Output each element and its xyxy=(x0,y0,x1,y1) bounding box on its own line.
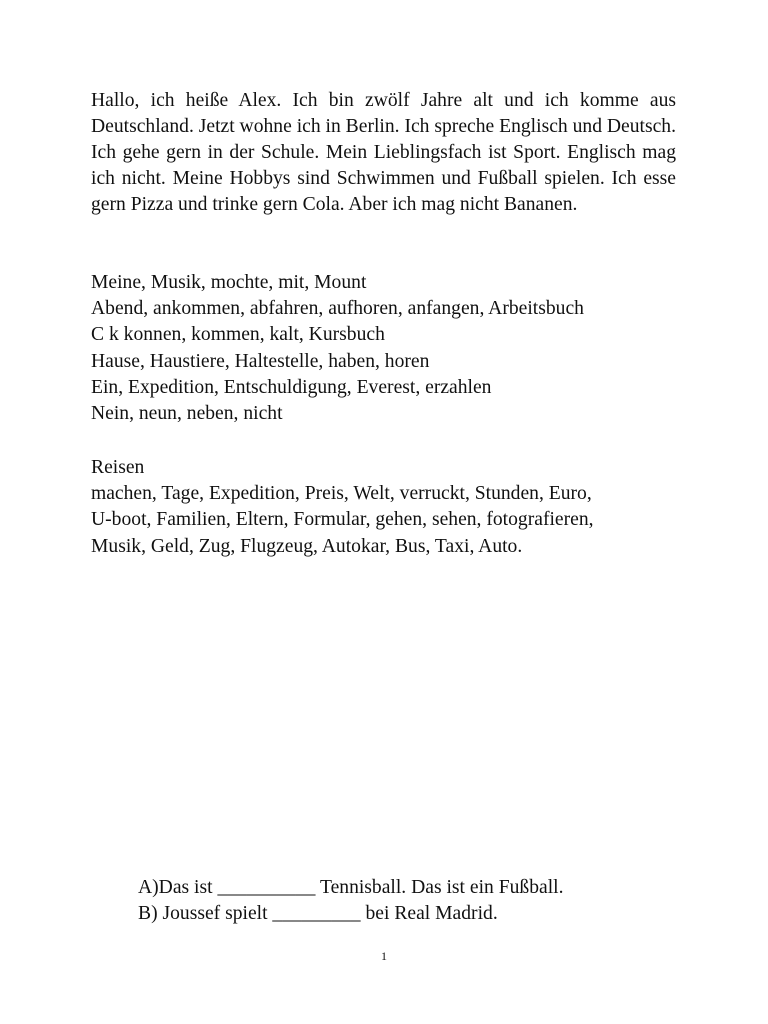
word-list-line: Hause, Haustiere, Haltestelle, haben, horen xyxy=(91,350,430,372)
exercises xyxy=(138,875,698,927)
word-list-line: Ein, Expedition, Entschuldigung, Everest, erzahlen xyxy=(91,376,492,398)
exercise-a: A)Das ist __________ Tennisball. Das ist ein Fußball. xyxy=(138,877,564,898)
reisen-heading: Reisen xyxy=(91,457,145,478)
reisen-line: Musik, Geld, Zug, Flugzeug, Autokar, Bus, Taxi, Auto. xyxy=(91,535,523,557)
reisen-line: U-boot, Familien, Eltern, Formular, gehen, sehen, fotografieren, xyxy=(91,509,594,531)
word-list-line: Abend, ankommen, abfahren, aufhoren, anfangen, Arbeitsbuch xyxy=(91,298,584,320)
intro-paragraph: Hallo, ich heiße Alex. Ich bin zwölf Jahre alt und ich komme aus Deutschland. Jetzt wohne ich in Berlin. Ich spreche Englisch und Deutsch. Ich gehe gern in der Schule. Mein Lieblingsfach ist Sport. Englisch mag ich nicht. Meine Hobbys sind Schwimmen und Fußball spielen. Ich esse gern Pizza und trinke gern Cola. Aber ich mag nicht Bananen. xyxy=(91,90,676,215)
word-lists xyxy=(91,270,691,427)
exercise-b: B) Joussef spielt _________ bei Real Madrid. xyxy=(138,903,498,924)
page-number: 1 xyxy=(381,949,387,963)
word-list-line: Nein, neun, neben, nicht xyxy=(91,403,283,425)
reisen-line: machen, Tage, Expedition, Preis, Welt, verruckt, Stunden, Euro, xyxy=(91,483,592,505)
word-list-line: C k konnen, kommen, kalt, Kursbuch xyxy=(91,324,385,346)
reisen-section xyxy=(91,455,691,560)
word-list-line: Meine, Musik, mochte, mit, Mount xyxy=(91,272,367,293)
